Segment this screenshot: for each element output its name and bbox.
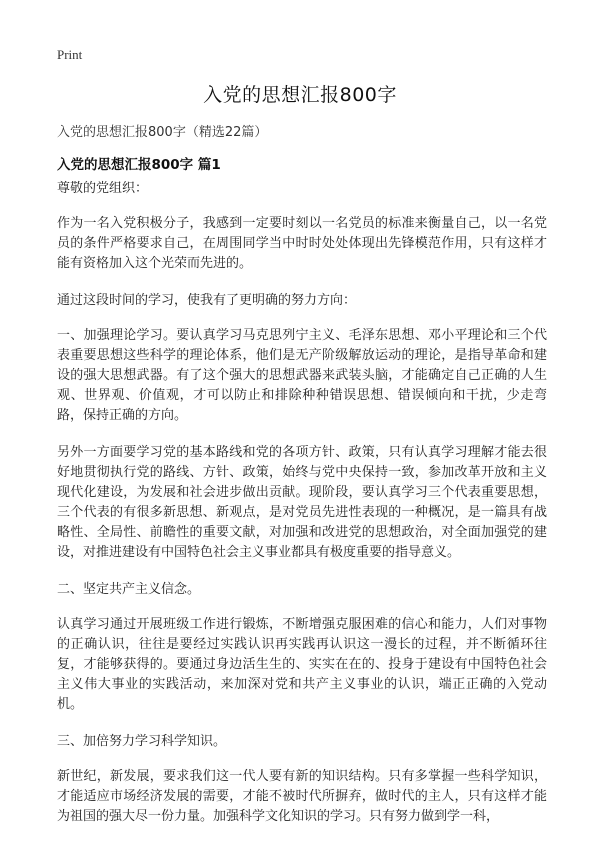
paragraph: 通过这段时间的学习，使我有了更明确的努力方向：: [57, 293, 357, 308]
paragraph: 一、加强理论学习。要认真学习马克思列宁主义、毛泽东思想、邓小平理论和三个代表重要思想这些科学的理论体系，他们是无产阶级解放运动的理论，是指导革命和建设的强大思想武器。有了这个强大的思想武器来武装头脑，才能确定自己正确的人生观、世界观、价值观，才可以防止和排除种种错误思想、错误倾向和干扰，少走弯路，保持正确的方向。: [57, 328, 547, 423]
paragraph-heading: 三、加倍努力学习科学知识。: [57, 734, 227, 749]
paragraph-salutation: 尊敬的党组织：: [57, 181, 149, 196]
section-heading: 入党的思想汇报800字 篇1: [57, 157, 221, 173]
paragraph-heading: 二、坚定共产主义信念。: [57, 582, 201, 597]
paragraph: 新世纪，新发展，要求我们这一代人要有新的知识结构。只有多掌握一些科学知识，才能适应市场经济发展的需要，才能不被时代所摒弃，做时代的主人，只有这样才能为祖国的强大尽一份力量。加强科学文化知识的学习。只有努力做到学一科，: [57, 769, 547, 824]
document-subtitle: 入党的思想汇报800字（精选22篇）: [57, 125, 268, 140]
document-title: 入党的思想汇报800字: [203, 84, 397, 106]
paragraph: 另外一方面要学习党的基本路线和党的各项方针、政策，只有认真学习理解才能去很好地贯彻执行党的路线、方针、政策，始终与党中央保持一致，参加改革开放和主义现代化建设，为发展和社会进步做出贡献。现阶段，要认真学习三个代表重要思想，三个代表的有很多新思想、新观点，是对党员先进性表现的一种概况，是一篇具有战略性、全局性、前瞻性的重要文献，对加强和改进党的思想政治，对全面加强党的建设，对推进建设有中国特色社会主义事业都具有极度重要的指导意义。: [57, 445, 547, 560]
print-link[interactable]: Print: [57, 47, 83, 62]
paragraph: 认真学习通过开展班级工作进行锻炼，不断增强克服困难的信心和能力，人们对事物的正确认识，往往是要经过实践认识再实践再认识这一漫长的过程，并不断循环往复，才能够获得的。要通过身边活生生的、实实在在的、投身于建设有中国特色社会主义伟大事业的实践活动，来加深对党和共产主义事业的认识，端正正确的入党动机。: [57, 617, 547, 712]
paragraph: 作为一名入党积极分子，我感到一定要时刻以一名党员的标准来衡量自己，以一名党员的条件严格要求自己，在周围同学当中时时处处体现出先锋模范作用，只有这样才能有资格加入这个光荣而先进的。: [57, 216, 547, 271]
document-body: [57, 179, 547, 844]
